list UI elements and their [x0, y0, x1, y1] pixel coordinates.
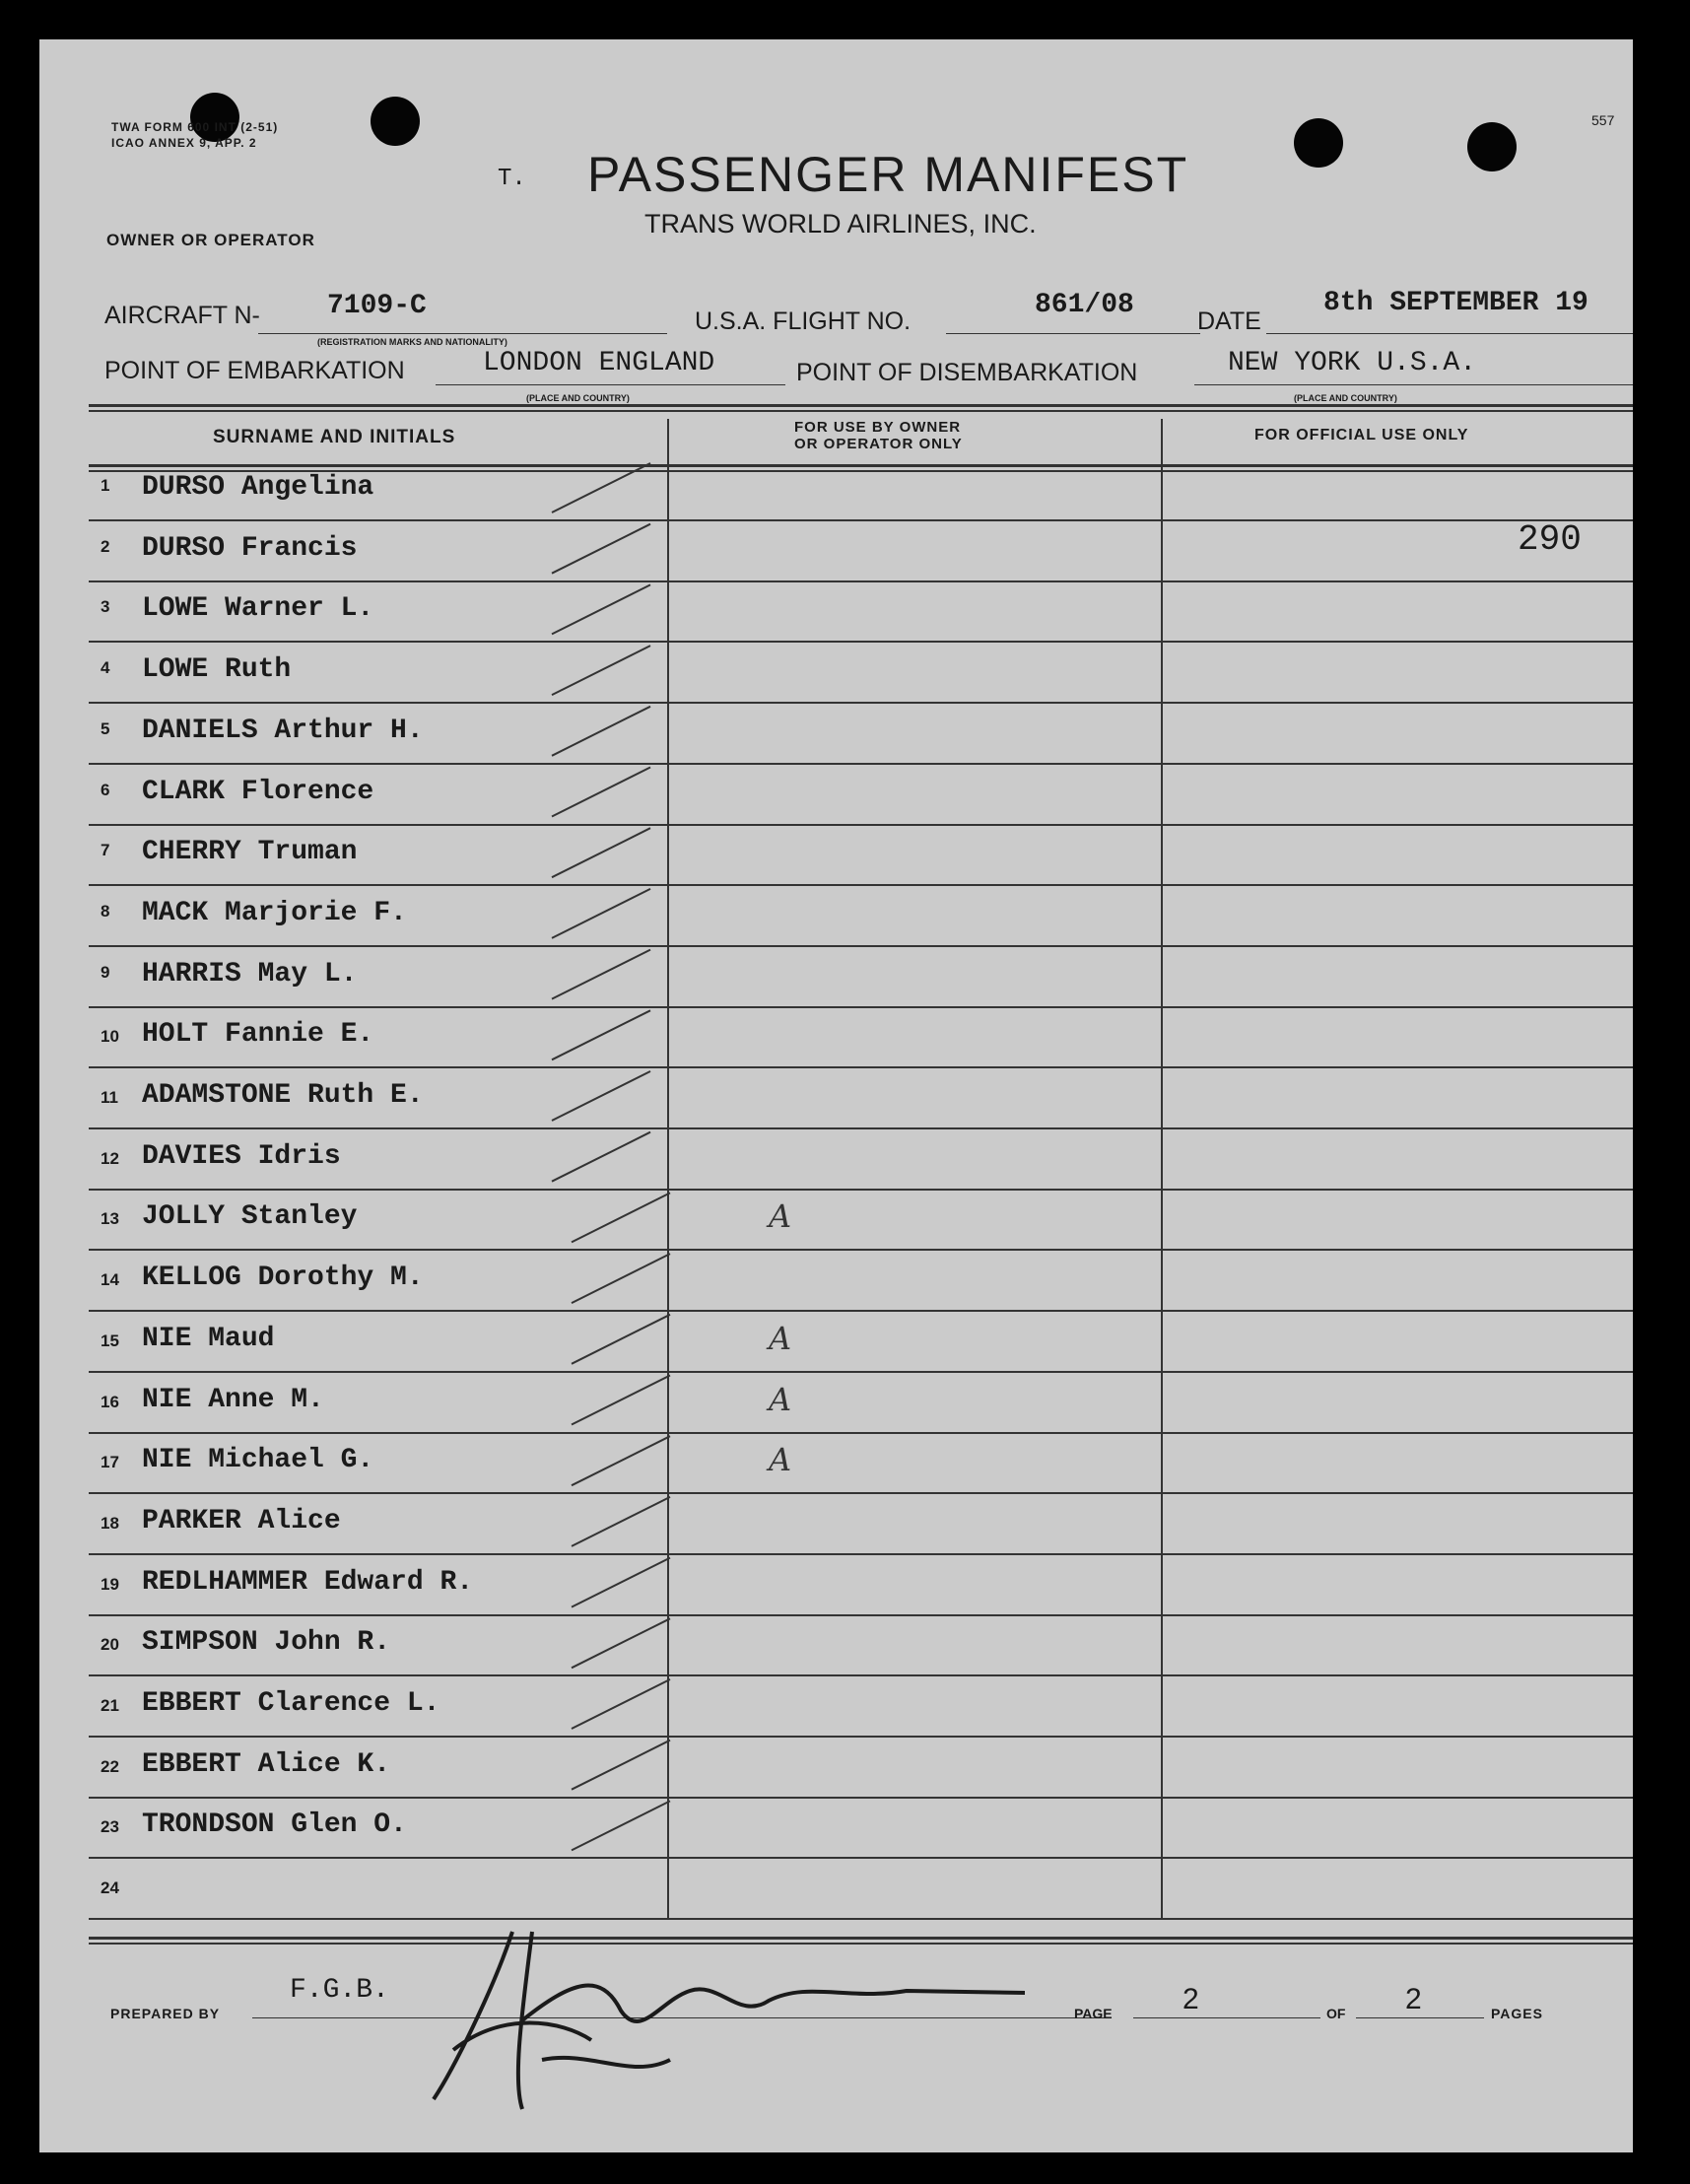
passenger-name: DANIELS Arthur H.	[142, 715, 424, 746]
row-number: 22	[101, 1756, 119, 1776]
checkmark-tick	[572, 1740, 670, 1790]
of-value: 2	[1405, 1983, 1422, 2015]
passenger-name: DAVIES Idris	[142, 1140, 341, 1172]
row-number: 9	[101, 962, 110, 982]
form-reference: TWA FORM 600 INT (2-51)	[111, 120, 279, 134]
checkmark-tick	[572, 1193, 670, 1242]
aircraft-value: 7109-C	[327, 291, 427, 321]
disembarkation-value: NEW YORK U.S.A.	[1228, 348, 1477, 378]
row-number: 12	[101, 1148, 119, 1168]
row-number: 4	[101, 658, 110, 678]
row-number: 20	[101, 1635, 119, 1655]
checkmark-tick	[572, 1254, 670, 1303]
passenger-name: MACK Marjorie F.	[142, 897, 407, 928]
checkmark-tick	[572, 1618, 670, 1668]
embarkation-label: POINT OF EMBARKATION	[104, 357, 405, 384]
checkmark-tick	[572, 1436, 670, 1485]
row-number: 11	[101, 1088, 118, 1107]
passenger-name: SIMPSON John R.	[142, 1627, 391, 1659]
checkmark-tick	[552, 463, 650, 512]
row-number: 8	[101, 901, 110, 921]
passenger-name: CLARK Florence	[142, 776, 374, 807]
passenger-name: KELLOG Dorothy M.	[142, 1263, 424, 1294]
checkmark-tick	[552, 828, 650, 877]
aircraft-label: AIRCRAFT N-	[104, 302, 260, 329]
checkmark-tick	[552, 1010, 650, 1059]
page-underline	[1133, 2017, 1320, 2018]
checkmark-tick	[552, 524, 650, 574]
checkmark-tick	[552, 1132, 650, 1182]
checkmark-tick	[572, 1497, 670, 1546]
corner-number: 557	[1591, 112, 1615, 128]
passenger-name: NIE Maud	[142, 1323, 275, 1354]
owner-mark: A	[769, 1380, 792, 1418]
title-mark: T.	[498, 166, 526, 192]
row-number: 14	[101, 1270, 119, 1290]
checkmark-tick	[552, 1071, 650, 1121]
passenger-name: HARRIS May L.	[142, 958, 358, 990]
row-number: 6	[101, 780, 110, 799]
prepared-by-value: F.G.B.	[290, 1975, 389, 2006]
column-header-owner-use: OR OPERATOR ONLY	[794, 436, 963, 452]
registration-note: (REGISTRATION MARKS AND NATIONALITY)	[317, 337, 507, 347]
row-number: 19	[101, 1574, 119, 1594]
row-number: 18	[101, 1513, 119, 1533]
row-number: 24	[101, 1878, 119, 1898]
page-label: PAGE	[1074, 2006, 1113, 2021]
passenger-name: REDLHAMMER Edward R.	[142, 1566, 474, 1598]
checkmark-tick	[572, 1558, 670, 1607]
checkmark-tick	[552, 584, 650, 634]
checkmark-ticks	[39, 39, 1633, 2152]
manifest-sheet	[39, 39, 1633, 2152]
checkmark-tick	[572, 1376, 670, 1425]
of-label: OF	[1326, 2006, 1346, 2021]
date-label: DATE	[1197, 307, 1261, 335]
passenger-name: EBBERT Alice K.	[142, 1748, 391, 1780]
row-number: 1	[101, 476, 110, 495]
disembark-place-note: (PLACE AND COUNTRY)	[1294, 393, 1397, 403]
passenger-name: DURSO Francis	[142, 532, 358, 564]
passenger-name: PARKER Alice	[142, 1505, 341, 1536]
owner-mark: A	[769, 1441, 792, 1479]
airline-name: TRANS WORLD AIRLINES, INC.	[644, 209, 1037, 239]
passenger-name: ADAMSTONE Ruth E.	[142, 1080, 424, 1111]
row-number: 3	[101, 597, 110, 617]
checkmark-tick	[552, 889, 650, 938]
row-number: 16	[101, 1392, 119, 1411]
flight-label: U.S.A. FLIGHT NO.	[695, 307, 912, 335]
row-number: 21	[101, 1696, 119, 1715]
checkmark-tick	[572, 1801, 670, 1850]
embark-place-note: (PLACE AND COUNTRY)	[526, 393, 630, 403]
checkmark-tick	[572, 1679, 670, 1729]
row-number: 13	[101, 1209, 119, 1229]
passenger-name: TRONDSON Glen O.	[142, 1809, 407, 1841]
passenger-name: EBBERT Clarence L.	[142, 1688, 440, 1719]
checkmark-tick	[552, 950, 650, 999]
row-number: 15	[101, 1331, 119, 1350]
page-value: 2	[1183, 1983, 1199, 2015]
prepared-by-label: PREPARED BY	[110, 2006, 221, 2021]
owner-label: OWNER OR OPERATOR	[106, 231, 315, 249]
checkmark-tick	[572, 1315, 670, 1364]
passenger-name: HOLT Fannie E.	[142, 1019, 374, 1051]
date-value: 8th SEPTEMBER 19	[1323, 288, 1589, 318]
embarkation-value: LONDON ENGLAND	[483, 348, 715, 378]
row-number: 5	[101, 718, 110, 738]
column-header-surname: SURNAME AND INITIALS	[213, 427, 456, 447]
passenger-name: NIE Anne M.	[142, 1384, 324, 1415]
official-entry: 290	[1518, 518, 1582, 560]
signature	[394, 1912, 1025, 2149]
checkmark-tick	[552, 768, 650, 817]
passenger-name: LOWE Warner L.	[142, 593, 374, 625]
row-number: 7	[101, 841, 110, 860]
form-reference-annex: ICAO ANNEX 9, APP. 2	[111, 136, 257, 150]
column-header-official: FOR OFFICIAL USE ONLY	[1254, 427, 1469, 444]
page-title: PASSENGER MANIFEST	[587, 147, 1189, 202]
row-number: 2	[101, 536, 110, 556]
pages-label: PAGES	[1491, 2006, 1543, 2021]
row-number: 23	[101, 1817, 119, 1837]
owner-mark: A	[769, 1197, 792, 1236]
checkmark-tick	[552, 707, 650, 756]
column-header-owner-use: FOR USE BY OWNER	[794, 419, 962, 436]
row-number: 10	[101, 1027, 119, 1047]
flight-number: 861/08	[1035, 290, 1134, 320]
passenger-name: CHERRY Truman	[142, 837, 358, 868]
owner-mark: A	[769, 1319, 792, 1357]
checkmark-tick	[552, 646, 650, 695]
disembarkation-label: POINT OF DISEMBARKATION	[796, 359, 1138, 386]
passenger-name: NIE Michael G.	[142, 1445, 374, 1476]
row-number: 17	[101, 1453, 119, 1472]
passenger-name: LOWE Ruth	[142, 654, 292, 686]
passenger-name: DURSO Angelina	[142, 472, 374, 503]
of-underline	[1356, 2017, 1484, 2018]
passenger-name: JOLLY Stanley	[142, 1201, 358, 1233]
